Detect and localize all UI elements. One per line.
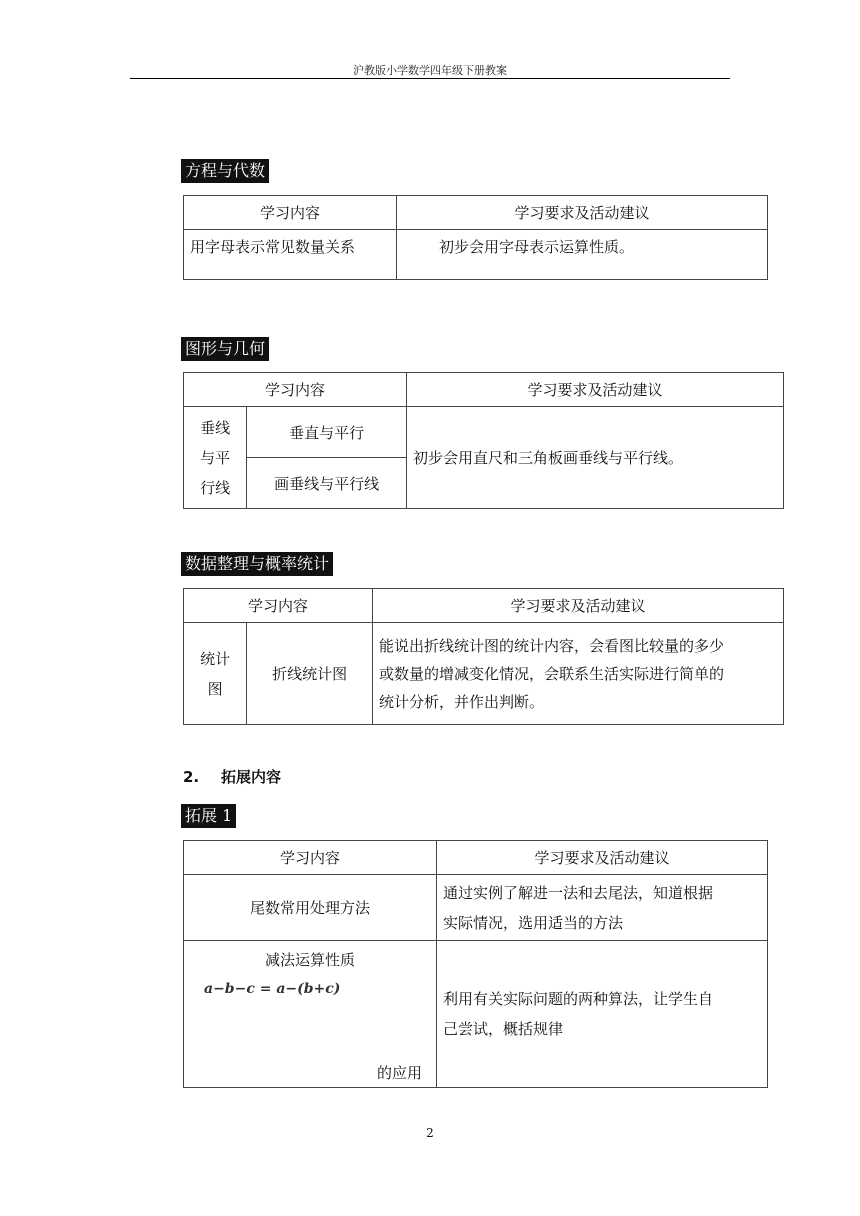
requirement-cell: 初步会用字母表示运算性质。: [397, 230, 768, 280]
requirement-cell: 利用有关实际问题的两种算法，让学生自 己尝试，概括规律: [437, 941, 768, 1088]
content-cell: 减法运算性质 a−b−c = a−(b+c) 的应用: [184, 941, 437, 1088]
section-tag-extension: 拓展 1: [181, 804, 236, 828]
requirement-cell: 能说出折线统计图的统计内容，会看图比较量的多少 或数量的增减变化情况，会联系生活实际进行简单的 统计分析，并作出判断。: [373, 623, 784, 725]
col-header-requirement: 学习要求及活动建议: [397, 196, 768, 230]
section-tag-geometry: 图形与几何: [181, 337, 269, 361]
geometry-table: [183, 372, 784, 509]
subtraction-formula: a−b−c = a−(b+c): [204, 981, 341, 997]
col-header-requirement: 学习要求及活动建议: [407, 373, 784, 407]
group-cell: 垂线 与平 行线: [184, 407, 247, 509]
col-header-requirement: 学习要求及活动建议: [437, 841, 768, 875]
extension-table: [183, 840, 768, 1088]
statistics-table: [183, 588, 784, 725]
col-header-content: 学习内容: [184, 841, 437, 875]
content-cell: 用字母表示常见数量关系: [184, 230, 397, 280]
sub-content-cell: 折线统计图: [247, 623, 373, 725]
requirement-cell: 通过实例了解进一法和去尾法，知道根据 实际情况，选用适当的方法: [437, 875, 768, 941]
group-cell: 统计 图: [184, 623, 247, 725]
algebra-table: [183, 195, 768, 280]
sub-content-cell: 垂直与平行: [247, 407, 407, 458]
col-header-content: 学习内容: [184, 373, 407, 407]
sub-content-cell: 画垂线与平行线: [247, 458, 407, 509]
requirement-cell: 初步会用直尺和三角板画垂线与平行线。: [407, 407, 784, 509]
extension-heading: 2. 拓展内容: [183, 768, 282, 786]
header-rule: [130, 78, 730, 79]
page-header: 沪教版小学数学四年级下册教案: [353, 64, 507, 77]
page-number: 2: [426, 1126, 434, 1140]
section-tag-statistics: 数据整理与概率统计: [181, 552, 333, 576]
section-tag-algebra: 方程与代数: [181, 159, 269, 183]
col-header-requirement: 学习要求及活动建议: [373, 589, 784, 623]
content-cell: 尾数常用处理方法: [184, 875, 437, 941]
col-header-content: 学习内容: [184, 196, 397, 230]
col-header-content: 学习内容: [184, 589, 373, 623]
